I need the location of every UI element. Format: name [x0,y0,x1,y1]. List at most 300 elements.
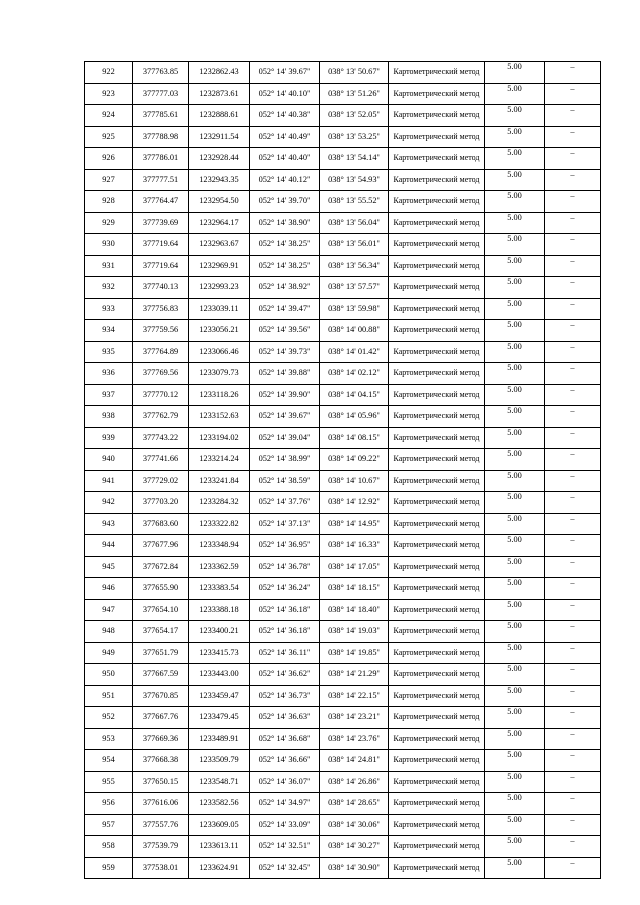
longitude-cell: 038° 13' 55.52" [320,191,389,213]
latitude-cell: 052° 14' 36.78" [250,556,320,578]
point-number-cell: 931 [85,255,133,277]
y-coordinate-cell: 1233582.56 [189,793,250,815]
y-coordinate-cell: 1233613.11 [189,836,250,858]
point-number-cell: 942 [85,492,133,514]
y-coordinate-cell: 1232969.91 [189,255,250,277]
point-number-cell: 939 [85,427,133,449]
x-coordinate-cell: 377539.79 [133,836,189,858]
note-cell: – [545,83,601,105]
point-number-cell: 943 [85,513,133,535]
table-row [85,685,601,707]
longitude-cell: 038° 14' 23.76" [320,728,389,750]
latitude-cell: 052° 14' 40.40" [250,148,320,170]
y-coordinate-cell: 1233388.18 [189,599,250,621]
y-coordinate-cell: 1232873.61 [189,83,250,105]
longitude-cell: 038° 14' 14.95" [320,513,389,535]
method-cell: Картометрический метод [389,105,485,127]
method-cell: Картометрический метод [389,384,485,406]
note-cell: – [545,320,601,342]
y-coordinate-cell: 1233443.00 [189,664,250,686]
longitude-cell: 038° 13' 57.57" [320,277,389,299]
y-coordinate-cell: 1233548.71 [189,771,250,793]
y-coordinate-cell: 1232928.44 [189,148,250,170]
note-cell: – [545,470,601,492]
longitude-cell: 038° 14' 18.40" [320,599,389,621]
point-number-cell: 945 [85,556,133,578]
longitude-cell: 038° 13' 50.67" [320,62,389,84]
latitude-cell: 052° 14' 38.25" [250,255,320,277]
method-cell: Картометрический метод [389,599,485,621]
table-row [85,126,601,148]
method-cell: Картометрический метод [389,793,485,815]
accuracy-cell: 5.00 [485,793,545,815]
longitude-cell: 038° 14' 30.06" [320,814,389,836]
note-cell: – [545,857,601,879]
point-number-cell: 955 [85,771,133,793]
x-coordinate-cell: 377740.13 [133,277,189,299]
point-number-cell: 941 [85,470,133,492]
note-cell: – [545,642,601,664]
point-number-cell: 949 [85,642,133,664]
method-cell: Картометрический метод [389,191,485,213]
table-row [85,320,601,342]
accuracy-cell: 5.00 [485,384,545,406]
longitude-cell: 038° 14' 23.21" [320,707,389,729]
latitude-cell: 052° 14' 38.99" [250,449,320,471]
table-row [85,255,601,277]
x-coordinate-cell: 377683.60 [133,513,189,535]
method-cell: Картометрический метод [389,857,485,879]
latitude-cell: 052° 14' 32.51" [250,836,320,858]
y-coordinate-cell: 1233348.94 [189,535,250,557]
y-coordinate-cell: 1233400.21 [189,621,250,643]
point-number-cell: 923 [85,83,133,105]
y-coordinate-cell: 1232862.43 [189,62,250,84]
accuracy-cell: 5.00 [485,169,545,191]
x-coordinate-cell: 377763.85 [133,62,189,84]
longitude-cell: 038° 14' 30.90" [320,857,389,879]
x-coordinate-cell: 377762.79 [133,406,189,428]
method-cell: Картометрический метод [389,83,485,105]
note-cell: – [545,255,601,277]
accuracy-cell: 5.00 [485,320,545,342]
latitude-cell: 052° 14' 39.56" [250,320,320,342]
longitude-cell: 038° 14' 17.05" [320,556,389,578]
longitude-cell: 038° 14' 02.12" [320,363,389,385]
accuracy-cell: 5.00 [485,707,545,729]
method-cell: Картометрический метод [389,62,485,84]
table-row [85,664,601,686]
longitude-cell: 038° 13' 56.34" [320,255,389,277]
point-number-cell: 934 [85,320,133,342]
latitude-cell: 052° 14' 36.07" [250,771,320,793]
method-cell: Картометрический метод [389,535,485,557]
point-number-cell: 947 [85,599,133,621]
x-coordinate-cell: 377654.17 [133,621,189,643]
longitude-cell: 038° 14' 30.27" [320,836,389,858]
longitude-cell: 038° 13' 52.05" [320,105,389,127]
y-coordinate-cell: 1233362.59 [189,556,250,578]
table-row [85,427,601,449]
note-cell: – [545,814,601,836]
accuracy-cell: 5.00 [485,449,545,471]
method-cell: Картометрический метод [389,750,485,772]
point-number-cell: 928 [85,191,133,213]
longitude-cell: 038° 14' 22.15" [320,685,389,707]
accuracy-cell: 5.00 [485,492,545,514]
table-row [85,814,601,836]
latitude-cell: 052° 14' 32.45" [250,857,320,879]
latitude-cell: 052° 14' 39.67" [250,406,320,428]
latitude-cell: 052° 14' 36.24" [250,578,320,600]
longitude-cell: 038° 13' 54.14" [320,148,389,170]
note-cell: – [545,836,601,858]
table-row [85,298,601,320]
point-number-cell: 925 [85,126,133,148]
x-coordinate-cell: 377785.61 [133,105,189,127]
method-cell: Картометрический метод [389,470,485,492]
x-coordinate-cell: 377538.01 [133,857,189,879]
note-cell: – [545,277,601,299]
x-coordinate-cell: 377788.98 [133,126,189,148]
note-cell: – [545,105,601,127]
y-coordinate-cell: 1233415.73 [189,642,250,664]
latitude-cell: 052° 14' 36.66" [250,750,320,772]
note-cell: – [545,363,601,385]
latitude-cell: 052° 14' 38.25" [250,234,320,256]
x-coordinate-cell: 377672.84 [133,556,189,578]
method-cell: Картометрический метод [389,277,485,299]
table-row [85,728,601,750]
y-coordinate-cell: 1232993.23 [189,277,250,299]
x-coordinate-cell: 377668.38 [133,750,189,772]
method-cell: Картометрический метод [389,363,485,385]
y-coordinate-cell: 1233066.46 [189,341,250,363]
accuracy-cell: 5.00 [485,556,545,578]
y-coordinate-cell: 1232963.67 [189,234,250,256]
note-cell: – [545,556,601,578]
note-cell: – [545,664,601,686]
longitude-cell: 038° 13' 59.98" [320,298,389,320]
table-row [85,105,601,127]
note-cell: – [545,621,601,643]
note-cell: – [545,728,601,750]
table-row [85,556,601,578]
y-coordinate-cell: 1233459.47 [189,685,250,707]
note-cell: – [545,492,601,514]
x-coordinate-cell: 377756.83 [133,298,189,320]
table-row [85,191,601,213]
y-coordinate-cell: 1233284.32 [189,492,250,514]
y-coordinate-cell: 1233056.21 [189,320,250,342]
latitude-cell: 052° 14' 40.49" [250,126,320,148]
method-cell: Картометрический метод [389,255,485,277]
latitude-cell: 052° 14' 36.63" [250,707,320,729]
y-coordinate-cell: 1233079.73 [189,363,250,385]
accuracy-cell: 5.00 [485,836,545,858]
accuracy-cell: 5.00 [485,83,545,105]
point-number-cell: 951 [85,685,133,707]
table-row [85,642,601,664]
y-coordinate-cell: 1233383.54 [189,578,250,600]
y-coordinate-cell: 1233241.84 [189,470,250,492]
latitude-cell: 052° 14' 34.97" [250,793,320,815]
table-row [85,771,601,793]
point-number-cell: 950 [85,664,133,686]
accuracy-cell: 5.00 [485,105,545,127]
longitude-cell: 038° 13' 54.93" [320,169,389,191]
table-row [85,384,601,406]
method-cell: Картометрический метод [389,212,485,234]
x-coordinate-cell: 377655.90 [133,578,189,600]
table-row [85,277,601,299]
method-cell: Картометрический метод [389,513,485,535]
method-cell: Картометрический метод [389,642,485,664]
method-cell: Картометрический метод [389,169,485,191]
latitude-cell: 052° 14' 39.67" [250,62,320,84]
latitude-cell: 052° 14' 36.68" [250,728,320,750]
longitude-cell: 038° 14' 01.42" [320,341,389,363]
latitude-cell: 052° 14' 33.09" [250,814,320,836]
note-cell: – [545,384,601,406]
method-cell: Картометрический метод [389,685,485,707]
latitude-cell: 052° 14' 37.76" [250,492,320,514]
note-cell: – [545,169,601,191]
longitude-cell: 038° 14' 05.96" [320,406,389,428]
table-row [85,621,601,643]
x-coordinate-cell: 377770.12 [133,384,189,406]
longitude-cell: 038° 13' 56.01" [320,234,389,256]
point-number-cell: 936 [85,363,133,385]
longitude-cell: 038° 14' 18.15" [320,578,389,600]
longitude-cell: 038° 14' 00.88" [320,320,389,342]
latitude-cell: 052° 14' 36.73" [250,685,320,707]
longitude-cell: 038° 14' 21.29" [320,664,389,686]
table-row [85,578,601,600]
point-number-cell: 930 [85,234,133,256]
accuracy-cell: 5.00 [485,298,545,320]
latitude-cell: 052° 14' 38.92" [250,277,320,299]
longitude-cell: 038° 14' 24.81" [320,750,389,772]
method-cell: Картометрический метод [389,664,485,686]
note-cell: – [545,406,601,428]
point-number-cell: 940 [85,449,133,471]
accuracy-cell: 5.00 [485,191,545,213]
method-cell: Картометрический метод [389,728,485,750]
latitude-cell: 052° 14' 36.11" [250,642,320,664]
point-number-cell: 926 [85,148,133,170]
accuracy-cell: 5.00 [485,427,545,449]
y-coordinate-cell: 1233479.45 [189,707,250,729]
x-coordinate-cell: 377729.02 [133,470,189,492]
method-cell: Картометрический метод [389,492,485,514]
x-coordinate-cell: 377764.47 [133,191,189,213]
table-row [85,234,601,256]
note-cell: – [545,513,601,535]
x-coordinate-cell: 377703.20 [133,492,189,514]
note-cell: – [545,793,601,815]
longitude-cell: 038° 14' 28.65" [320,793,389,815]
point-number-cell: 929 [85,212,133,234]
accuracy-cell: 5.00 [485,148,545,170]
x-coordinate-cell: 377616.06 [133,793,189,815]
point-number-cell: 922 [85,62,133,84]
x-coordinate-cell: 377667.59 [133,664,189,686]
longitude-cell: 038° 14' 19.85" [320,642,389,664]
point-number-cell: 958 [85,836,133,858]
accuracy-cell: 5.00 [485,750,545,772]
note-cell: – [545,449,601,471]
method-cell: Картометрический метод [389,126,485,148]
latitude-cell: 052° 14' 39.47" [250,298,320,320]
x-coordinate-cell: 377670.85 [133,685,189,707]
note-cell: – [545,771,601,793]
latitude-cell: 052° 14' 38.59" [250,470,320,492]
latitude-cell: 052° 14' 36.95" [250,535,320,557]
accuracy-cell: 5.00 [485,857,545,879]
latitude-cell: 052° 14' 40.10" [250,83,320,105]
latitude-cell: 052° 14' 40.12" [250,169,320,191]
longitude-cell: 038° 14' 09.22" [320,449,389,471]
y-coordinate-cell: 1232964.17 [189,212,250,234]
accuracy-cell: 5.00 [485,728,545,750]
x-coordinate-cell: 377557.76 [133,814,189,836]
method-cell: Картометрический метод [389,320,485,342]
accuracy-cell: 5.00 [485,599,545,621]
point-number-cell: 924 [85,105,133,127]
accuracy-cell: 5.00 [485,62,545,84]
point-number-cell: 954 [85,750,133,772]
point-number-cell: 932 [85,277,133,299]
note-cell: – [545,126,601,148]
x-coordinate-cell: 377739.69 [133,212,189,234]
table-row [85,169,601,191]
y-coordinate-cell: 1233039.11 [189,298,250,320]
point-number-cell: 956 [85,793,133,815]
latitude-cell: 052° 14' 40.38" [250,105,320,127]
table-row [85,148,601,170]
latitude-cell: 052° 14' 36.62" [250,664,320,686]
y-coordinate-cell: 1233489.91 [189,728,250,750]
longitude-cell: 038° 14' 08.15" [320,427,389,449]
x-coordinate-cell: 377667.76 [133,707,189,729]
accuracy-cell: 5.00 [485,234,545,256]
table-row [85,406,601,428]
y-coordinate-cell: 1232954.50 [189,191,250,213]
latitude-cell: 052° 14' 36.18" [250,621,320,643]
accuracy-cell: 5.00 [485,363,545,385]
longitude-cell: 038° 13' 51.26" [320,83,389,105]
method-cell: Картометрический метод [389,427,485,449]
point-number-cell: 946 [85,578,133,600]
table-row [85,599,601,621]
table-row [85,535,601,557]
table-row [85,750,601,772]
point-number-cell: 957 [85,814,133,836]
longitude-cell: 038° 13' 56.04" [320,212,389,234]
point-number-cell: 938 [85,406,133,428]
point-number-cell: 927 [85,169,133,191]
y-coordinate-cell: 1233118.26 [189,384,250,406]
x-coordinate-cell: 377743.22 [133,427,189,449]
table-row [85,470,601,492]
table-row [85,363,601,385]
table-row [85,492,601,514]
point-number-cell: 935 [85,341,133,363]
accuracy-cell: 5.00 [485,578,545,600]
table-row [85,707,601,729]
point-number-cell: 953 [85,728,133,750]
longitude-cell: 038° 14' 19.03" [320,621,389,643]
note-cell: – [545,148,601,170]
note-cell: – [545,578,601,600]
x-coordinate-cell: 377654.10 [133,599,189,621]
longitude-cell: 038° 14' 12.92" [320,492,389,514]
note-cell: – [545,212,601,234]
longitude-cell: 038° 14' 26.86" [320,771,389,793]
y-coordinate-cell: 1233194.02 [189,427,250,449]
table-row [85,83,601,105]
note-cell: – [545,750,601,772]
y-coordinate-cell: 1232911.54 [189,126,250,148]
method-cell: Картометрический метод [389,771,485,793]
note-cell: – [545,234,601,256]
note-cell: – [545,599,601,621]
accuracy-cell: 5.00 [485,513,545,535]
x-coordinate-cell: 377741.66 [133,449,189,471]
method-cell: Картометрический метод [389,234,485,256]
accuracy-cell: 5.00 [485,255,545,277]
accuracy-cell: 5.00 [485,470,545,492]
method-cell: Картометрический метод [389,836,485,858]
y-coordinate-cell: 1233609.05 [189,814,250,836]
accuracy-cell: 5.00 [485,277,545,299]
longitude-cell: 038° 14' 16.33" [320,535,389,557]
y-coordinate-cell: 1232888.61 [189,105,250,127]
method-cell: Картометрический метод [389,406,485,428]
latitude-cell: 052° 14' 38.90" [250,212,320,234]
table-row [85,341,601,363]
table-row [85,836,601,858]
note-cell: – [545,707,601,729]
coordinates-table [84,61,601,879]
method-cell: Картометрический метод [389,707,485,729]
latitude-cell: 052° 14' 39.88" [250,363,320,385]
accuracy-cell: 5.00 [485,621,545,643]
accuracy-cell: 5.00 [485,814,545,836]
method-cell: Картометрический метод [389,449,485,471]
y-coordinate-cell: 1233509.79 [189,750,250,772]
x-coordinate-cell: 377786.01 [133,148,189,170]
latitude-cell: 052° 14' 39.04" [250,427,320,449]
latitude-cell: 052° 14' 36.18" [250,599,320,621]
accuracy-cell: 5.00 [485,535,545,557]
x-coordinate-cell: 377777.51 [133,169,189,191]
note-cell: – [545,427,601,449]
table-row [85,449,601,471]
longitude-cell: 038° 14' 10.67" [320,470,389,492]
latitude-cell: 052° 14' 39.73" [250,341,320,363]
x-coordinate-cell: 377719.64 [133,255,189,277]
x-coordinate-cell: 377719.64 [133,234,189,256]
table-row [85,62,601,84]
method-cell: Картометрический метод [389,814,485,836]
accuracy-cell: 5.00 [485,212,545,234]
table-body [85,62,601,879]
note-cell: – [545,62,601,84]
y-coordinate-cell: 1233624.91 [189,857,250,879]
table-row [85,212,601,234]
